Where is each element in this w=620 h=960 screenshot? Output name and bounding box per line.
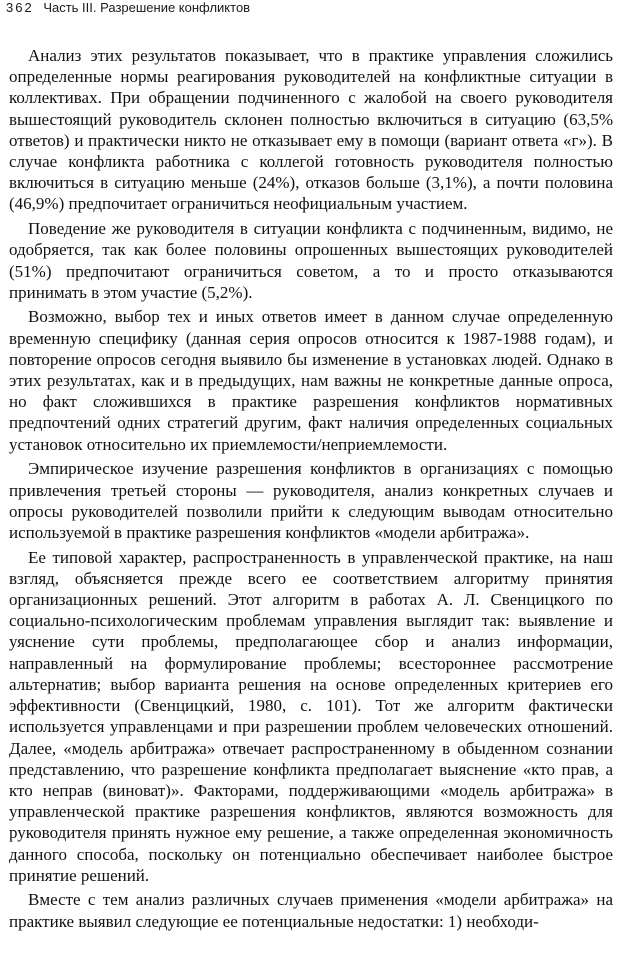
paragraph-6: Вместе с тем анализ различных случаев применения «модели арбитража» на практике выявил следующие ее потенциальные недостатки: 1) необходи- — [9, 890, 613, 931]
paragraph-3: Возможно, выбор тех и иных ответов имеет в данном случае определенную временную специфику (данная серия опросов относится к 1987-1988 годам), и повторение опросов сегодня выявило бы изменение в установках людей. Однако в этих результатах, как и в предыдущих, нам важны не конкретные данные опроса, но факт сложившихся в практике разрешения конфликтов нормативных предпочтений одних стратегий другим, факт наличия определенных социальных установок относительно их приемлемости/неприемлемости. — [9, 307, 613, 454]
running-title: Часть III. Разрешение конфликтов — [43, 0, 251, 15]
page-number: 362 — [6, 0, 34, 15]
body-text — [9, 45, 613, 935]
paragraph-1: Анализ этих результатов показывает, что в практике управления сложились определенные нормы реагирования руководителей на конфликтные ситуации в коллективах. При обращении подчиненного с жалобой на своего руководителя вышестоящий руководитель склонен полностью включиться в ситуацию (63,5% ответов) и практически никто не отказывает ему в помощи (вариант ответа «г»). В случае конфликта работника с коллегой готовность руководителя полностью включиться в ситуацию меньше (24%), отказов больше (3,1%), а почти половина (46,9%) предпочитает ограничиться неофициальным участием. — [9, 46, 613, 214]
paragraph-4: Эмпирическое изучение разрешения конфликтов в организациях с помощью привлечения третьей стороны — руководителя, анализ конкретных случаев и опросы руководителей позволили прийти к следующим выводам относительно используемой в практике разрешения конфликтов «модели арбитража». — [9, 459, 613, 542]
running-header — [6, 0, 250, 18]
paragraph-5: Ее типовой характер, распространенность в управленческой практике, на наш взгляд, объясняется прежде всего ее соответствием алгоритму принятия организационных решений. Этот алгоритм в работах А. Л. Свенцицкого по социально-психологическим проблемам управления выглядит так: выявление и уяснение сути проблемы, предполагающее сбор и анализ информации, направленный на формулирование проблемы; всестороннее рассмотрение альтернатив; выбор варианта решения на основе определенных критериев его эффективности (Свенцицкий, 1980, с. 101). Тот же алгоритм фактически используется управленцами и при разрешении проблем человеческих отношений. Далее, «модель арбитража» отвечает распространенному в обыденном сознании представлению, что разрешение конфликта предполагает выяснение «кто прав, а кто неправ (виноват)». Факторами, поддерживающими «модель арбитража» в управленческой практике разрешения конфликтов, являются возможность для руководителя принять нужное ему решение, а также определенная экономичность данного способа, поскольку он потенциально обеспечивает наиболее быстрое принятие решений. — [9, 547, 613, 885]
paragraph-2: Поведение же руководителя в ситуации конфликта с подчиненным, видимо, не одобряется, так как более половины опрошенных вышестоящих руководителей (51%) предпочитают ограничиться советом, а то и просто отказываются принимать в этом участие (5,2%). — [9, 219, 613, 302]
